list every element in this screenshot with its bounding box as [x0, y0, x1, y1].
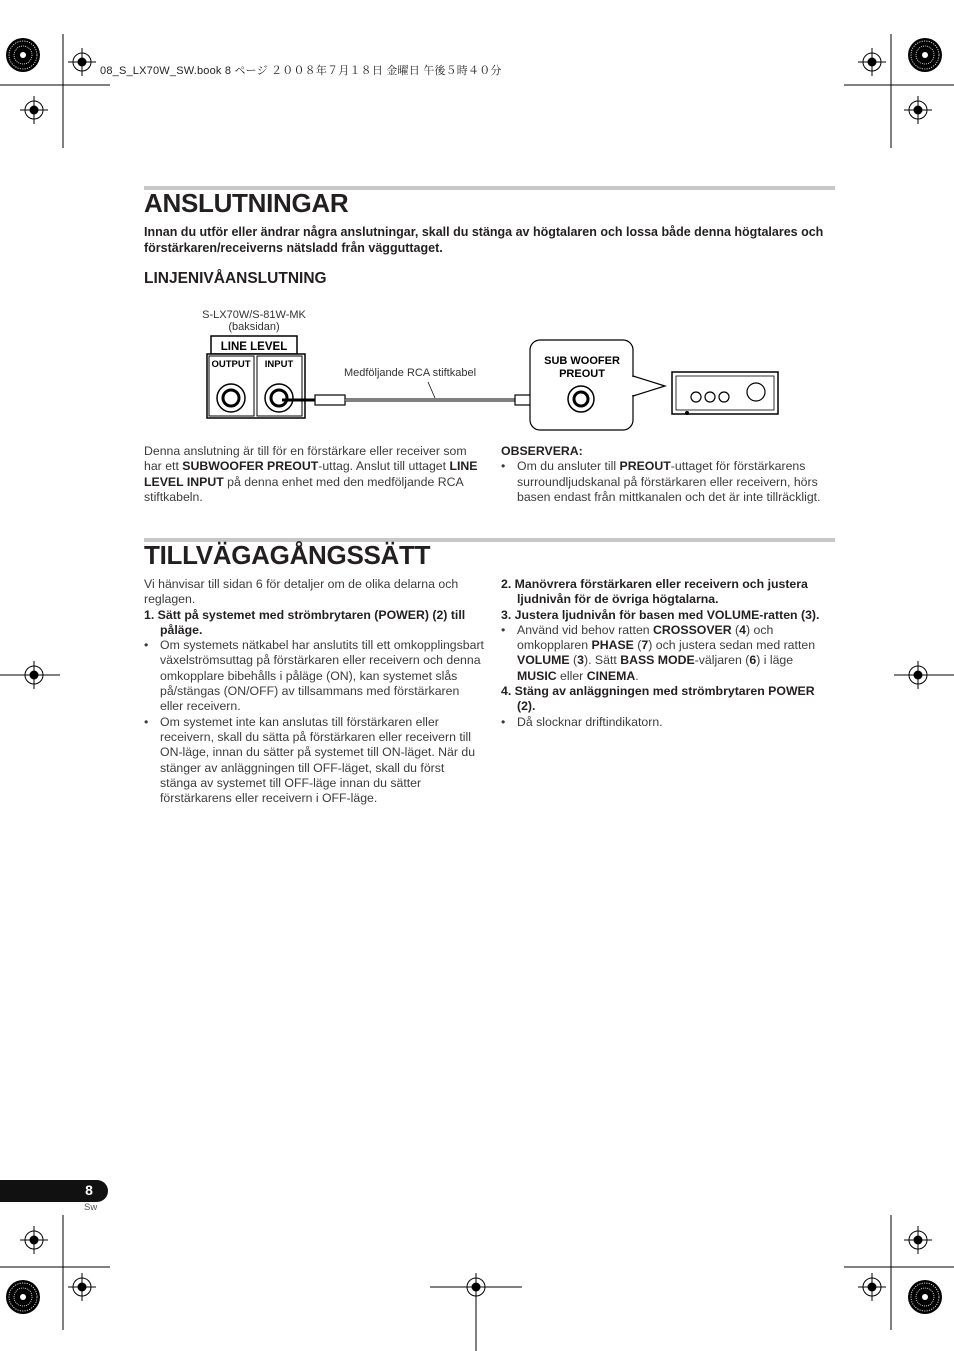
page-number: 8 [85, 1182, 93, 1198]
file-header: 08_S_LX70W_SW.book 8 ページ ２００８年７月１８日 金曜日 午後５時４０分 [100, 65, 502, 77]
step-1-bullet-2: • Om systemet inte kan anslutas till förstärkaren eller receivern, skall du sätta på förstärkaren eller receivern till ON-läge, innan du sätter på systemet till ON-läget. När du stänger av anläggningen till OFF-läget, skall du först stänga av systemet till OFF-läge innan du sätter förstärkarens eller receivern i OFF-läge. [144, 715, 484, 807]
diagram-model-sub: (baksidan) [228, 321, 280, 333]
section-title-connections: ANSLUTNINGAR [144, 188, 349, 218]
procedure-intro: Vi hänvisar till sidan 6 för detaljer om de olika delarna och reglagen. [144, 577, 459, 607]
procedure-right [501, 577, 835, 730]
note-heading: OBSERVERA: [501, 444, 583, 458]
diagram-line-level: LINE LEVEL [220, 341, 288, 353]
diagram-sub-woofer: SUB WOOFER [544, 355, 620, 367]
connections-body: Denna anslutning är till för en förstärkare eller receiver som har ett SUBWOOFER PREOUT-uttag. Anslut till uttaget LINE LEVEL INPUT på denna enhet med den medföljande RCA stiftkabeln. [144, 444, 478, 504]
step-3: 3. Justera ljudnivån för basen med VOLUME-ratten (3). [501, 607, 820, 622]
diagram-model-label: S-LX70W/S-81W-MK [202, 309, 306, 321]
diagram-input-label: INPUT [264, 359, 294, 370]
step-4-bullet: • Då slocknar driftindikatorn. [501, 715, 835, 730]
diagram-output-label: OUTPUT [211, 359, 251, 370]
connections-note [501, 444, 835, 505]
step-4: 4. Stäng av anläggningen med strömbrytaren POWER (2). [501, 684, 815, 714]
step-2: 2. Manövrera förstärkaren eller receivern och justera ljudnivån för de övriga högtalarna. [501, 577, 808, 607]
step-1-bullet-1: • Om systemets nätkabel har anslutits till ett omkopplingsbart växelströmsuttag på förstärkaren eller receivern och denna omkopplare bibehålls i påläge (ON), kan systemet slås på/stängas (ON/OFF) av tillsammans med förstärkaren eller receivern. [144, 638, 484, 714]
page-language: Sw [84, 1202, 98, 1213]
procedure-left [144, 577, 484, 806]
step-1: 1. Sätt på systemet med strömbrytaren (POWER) (2) till påläge. [144, 607, 466, 637]
step-3-bullet: • Använd vid behov ratten CROSSOVER (4) och omkopplaren PHASE (7) och justera sedan med ratten VOLUME (3). Sätt BASS MODE-väljaren (6) i läge MUSIC eller CINEMA. [501, 623, 835, 684]
subheading-line-level: LINJENIVÅANSLUTNING [144, 270, 327, 287]
section-title-procedure: TILLVÄGAGÅNGSSÄTT [144, 540, 431, 570]
diagram-preout: PREOUT [559, 368, 605, 380]
connections-intro: Innan du utför eller ändrar några anslutningar, skall du stänga av högtalaren och lossa både denna högtalares och förstärkaren/receiverns nätsladd från vägguttaget. [144, 225, 824, 255]
diagram-cable-label: Medföljande RCA stiftkabel [343, 367, 477, 379]
note-bullet: • Om du ansluter till PREOUT-uttaget för förstärkarens surroundljudskanal på förstärkaren eller receivern, hörs basen endast från mittkanalen och det är inte tillräckligt. [501, 459, 835, 505]
connection-diagram [190, 300, 790, 440]
